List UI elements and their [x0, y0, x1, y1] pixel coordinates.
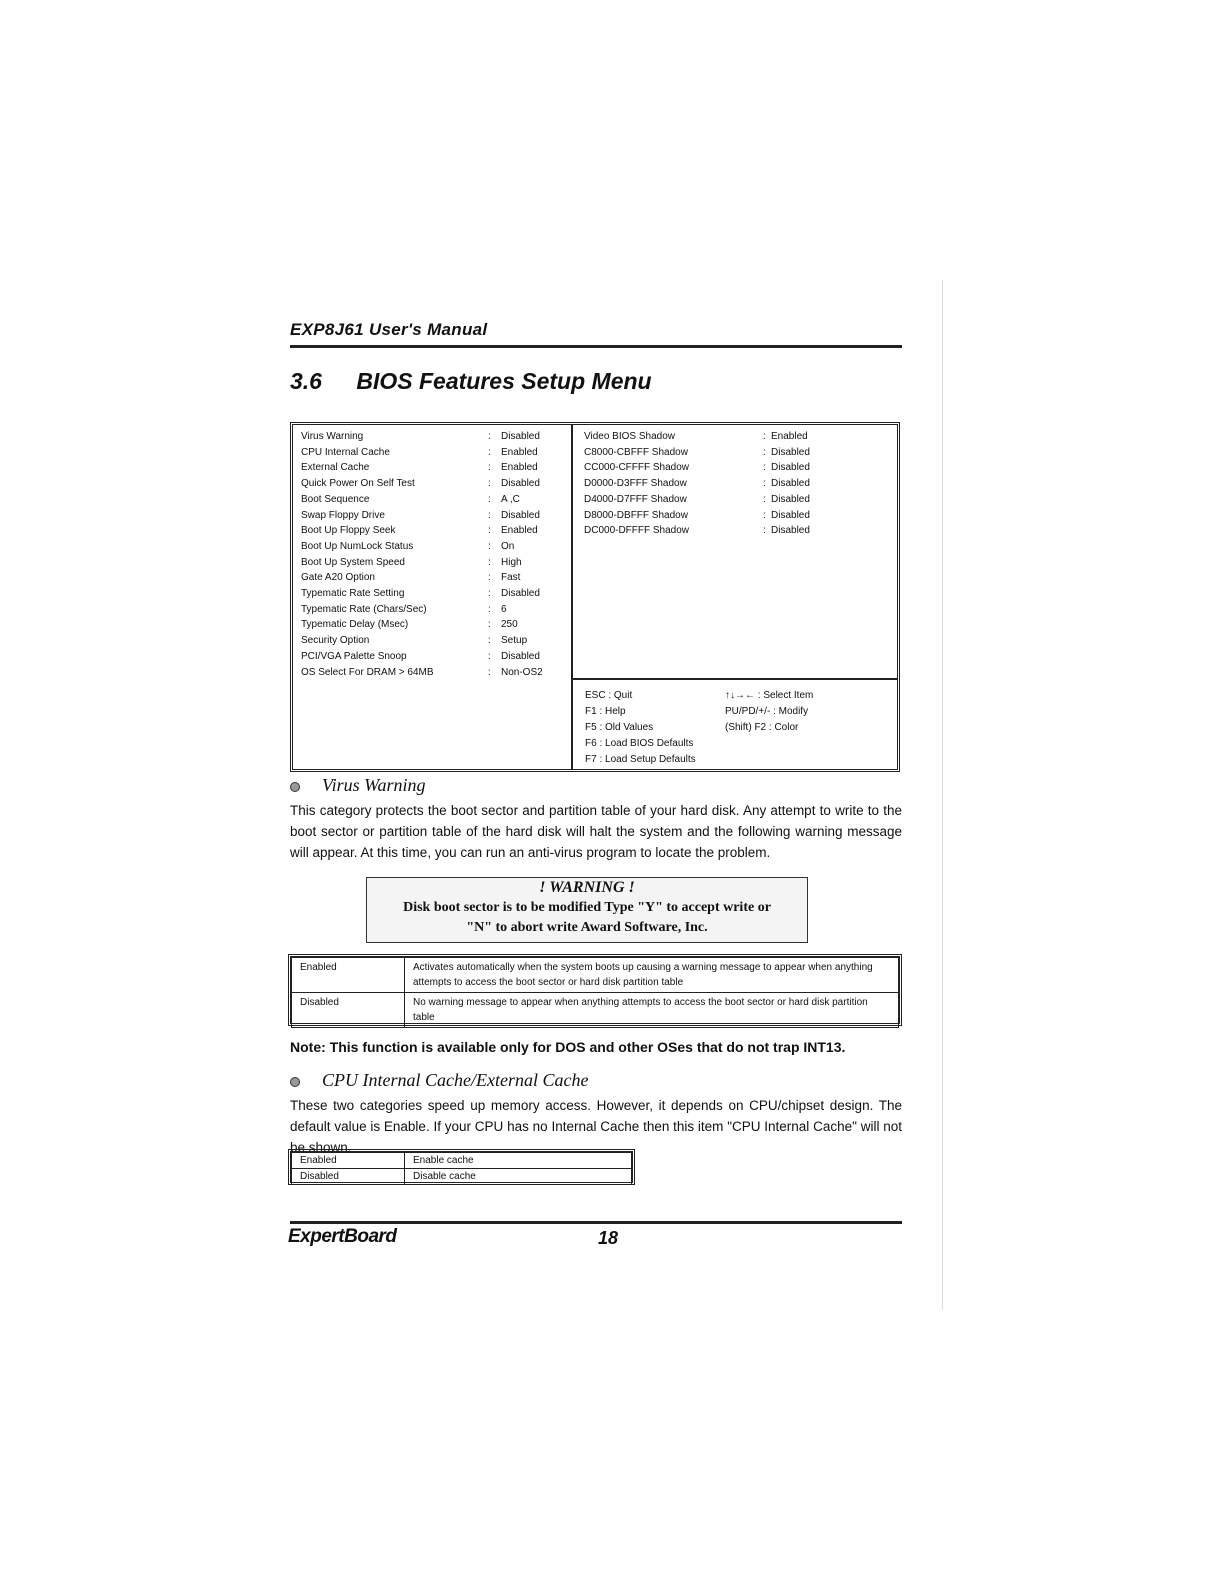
bios-key-legend — [573, 680, 897, 769]
setting-separator: : — [763, 462, 766, 474]
table-row — [292, 993, 899, 1028]
manual-header-title: EXP8J61 User's Manual — [290, 320, 488, 339]
setting-separator: : — [488, 431, 491, 442]
setting-value[interactable]: Disabled — [771, 525, 810, 537]
setting-separator: : — [763, 431, 766, 442]
setting-separator: : — [488, 572, 491, 584]
key-legend-right — [725, 688, 813, 736]
setting-label: D0000-D3FFF Shadow — [584, 478, 687, 490]
setting-separator: : — [488, 525, 491, 537]
option-name: Disabled — [292, 993, 405, 1028]
setting-separator: : — [488, 666, 491, 678]
header-rule — [290, 345, 902, 348]
option-name: Enabled — [292, 958, 405, 993]
setting-label: Typematic Rate (Chars/Sec) — [301, 603, 427, 615]
setting-separator: : — [488, 509, 491, 521]
option-description: Enable cache — [405, 1153, 632, 1169]
setting-separator: : — [488, 619, 491, 631]
option-description: No warning message to appear when anything attempts to access the boot sector or hard disk partition table — [405, 993, 899, 1028]
section-title: BIOS Features Setup Menu — [356, 368, 652, 394]
setting-value[interactable]: Non-OS2 — [501, 666, 543, 678]
setting-value[interactable]: Disabled — [771, 446, 810, 458]
setting-value[interactable]: Disabled — [501, 509, 540, 521]
bullet-icon — [290, 782, 300, 792]
setting-label: Boot Up Floppy Seek — [301, 525, 396, 537]
setting-value[interactable]: On — [501, 540, 515, 552]
setting-value[interactable]: High — [501, 556, 522, 568]
expertboard-logo: ExpertBoard — [288, 1226, 397, 1247]
setting-label: Virus Warning — [301, 431, 364, 442]
virus-warning-heading — [290, 775, 426, 796]
setting-value[interactable]: Disabled — [771, 478, 810, 490]
setting-separator: : — [488, 603, 491, 615]
setting-label: Security Option — [301, 635, 370, 647]
setting-value[interactable]: Enabled — [501, 446, 538, 458]
page-number: 18 — [598, 1228, 619, 1248]
bios-setup-screen — [290, 422, 900, 772]
setting-label: Swap Floppy Drive — [301, 509, 385, 521]
setting-label: D8000-DBFFF Shadow — [584, 509, 688, 521]
table-row — [292, 958, 899, 993]
setting-value[interactable]: 6 — [501, 603, 507, 615]
setting-separator: : — [488, 650, 491, 662]
setting-value[interactable]: Disabled — [501, 650, 540, 662]
setting-value[interactable]: Disabled — [501, 478, 540, 490]
setting-value[interactable]: Setup — [501, 635, 528, 647]
setting-separator: : — [488, 478, 491, 490]
warning-line-2: "N" to abort write Award Software, Inc. — [466, 920, 708, 935]
key-legend-left — [585, 688, 696, 768]
setting-separator: : — [763, 509, 766, 521]
cache-title: CPU Internal Cache/External Cache — [322, 1070, 589, 1090]
setting-label: D4000-D7FFF Shadow — [584, 493, 687, 505]
cache-paragraph: These two categories speed up memory access. However, it depends on CPU/chipset design. The default value is Enable. If your CPU has no Internal Cache then this item "CPU Internal Cache" will not be shown. — [290, 1098, 902, 1155]
virus-options-table — [288, 954, 902, 1026]
warning-message-box — [366, 877, 808, 943]
setting-label: Typematic Delay (Msec) — [301, 619, 409, 631]
setting-separator: : — [488, 462, 491, 474]
setting-value[interactable]: Disabled — [501, 588, 540, 599]
footer-rule — [290, 1221, 902, 1224]
key-hint: F1 : Help — [585, 706, 626, 717]
bios-shadow-panel — [573, 425, 897, 680]
key-hint: ESC : Quit — [585, 690, 633, 701]
setting-value[interactable]: A ,C — [501, 493, 520, 505]
setting-value[interactable]: Disabled — [771, 493, 810, 505]
setting-label: Boot Up System Speed — [301, 556, 405, 568]
setting-label: Quick Power On Self Test — [301, 478, 415, 490]
setting-label: C8000-CBFFF Shadow — [584, 446, 688, 458]
bullet-icon — [290, 1077, 300, 1087]
cache-heading — [290, 1070, 588, 1091]
setting-separator: : — [763, 446, 766, 458]
setting-label: DC000-DFFFF Shadow — [584, 525, 690, 537]
bios-left-panel — [293, 425, 573, 769]
virus-warning-paragraph: This category protects the boot sector and partition table of your hard disk. Any attempt to write to the boot sector or partition table of the hard disk will halt the system and the following warning message will appear. At this time, you can run an anti-virus program to locate the problem. — [290, 803, 902, 860]
setting-label: OS Select For DRAM > 64MB — [301, 666, 434, 678]
option-description: Disable cache — [405, 1169, 632, 1185]
setting-separator: : — [488, 556, 491, 568]
setting-value[interactable]: Disabled — [501, 431, 540, 442]
setting-label: Boot Sequence — [301, 493, 370, 505]
page-edge-line — [942, 280, 943, 1310]
setting-separator: : — [488, 493, 491, 505]
key-hint: F6 : Load BIOS Defaults — [585, 738, 694, 749]
key-hint: PU/PD/+/- : Modify — [725, 706, 809, 717]
key-hint: (Shift) F2 : Color — [725, 722, 799, 733]
int13-note: Note: This function is available only for DOS and other OSes that do not trap INT13. — [290, 1039, 846, 1055]
section-number: 3.6 — [290, 368, 322, 394]
setting-separator: : — [488, 446, 491, 458]
setting-value[interactable]: Enabled — [501, 525, 538, 537]
warning-title: ! WARNING ! — [539, 879, 635, 896]
setting-label: CPU Internal Cache — [301, 446, 390, 458]
virus-warning-title: Virus Warning — [322, 775, 426, 795]
setting-separator: : — [763, 478, 766, 490]
setting-value[interactable]: Enabled — [501, 462, 538, 474]
setting-value[interactable]: Fast — [501, 572, 521, 584]
key-hint: ↑↓→← : Select Item — [725, 690, 814, 701]
table-row — [292, 1153, 632, 1169]
setting-separator: : — [488, 540, 491, 552]
setting-separator: : — [763, 525, 766, 537]
setting-value[interactable]: Disabled — [771, 509, 810, 521]
option-name: Enabled — [292, 1153, 405, 1169]
setting-label: PCI/VGA Palette Snoop — [301, 650, 407, 662]
setting-label: Gate A20 Option — [301, 572, 375, 584]
setting-label: CC000-CFFFF Shadow — [584, 462, 690, 474]
setting-label: Boot Up NumLock Status — [301, 540, 414, 552]
option-name: Disabled — [292, 1169, 405, 1185]
warning-line-1: Disk boot sector is to be modified Type "Y" to accept write or — [403, 900, 771, 915]
setting-separator: : — [488, 635, 491, 647]
section-heading — [290, 368, 652, 395]
setting-value[interactable]: Disabled — [771, 462, 810, 474]
key-hint: F5 : Old Values — [585, 722, 654, 733]
setting-value[interactable]: 250 — [501, 619, 518, 631]
cache-options-table — [288, 1149, 635, 1185]
setting-separator: : — [488, 588, 491, 599]
setting-separator: : — [763, 493, 766, 505]
key-hint: F7 : Load Setup Defaults — [585, 754, 696, 765]
setting-label: Typematic Rate Setting — [301, 588, 405, 599]
option-description: Activates automatically when the system boots up causing a warning message to appear when anything attempts to access the boot sector or hard disk partition table — [405, 958, 899, 993]
setting-label: Video BIOS Shadow — [584, 431, 675, 442]
table-row — [292, 1169, 632, 1185]
setting-label: External Cache — [301, 462, 370, 474]
setting-value[interactable]: Enabled — [771, 431, 808, 442]
